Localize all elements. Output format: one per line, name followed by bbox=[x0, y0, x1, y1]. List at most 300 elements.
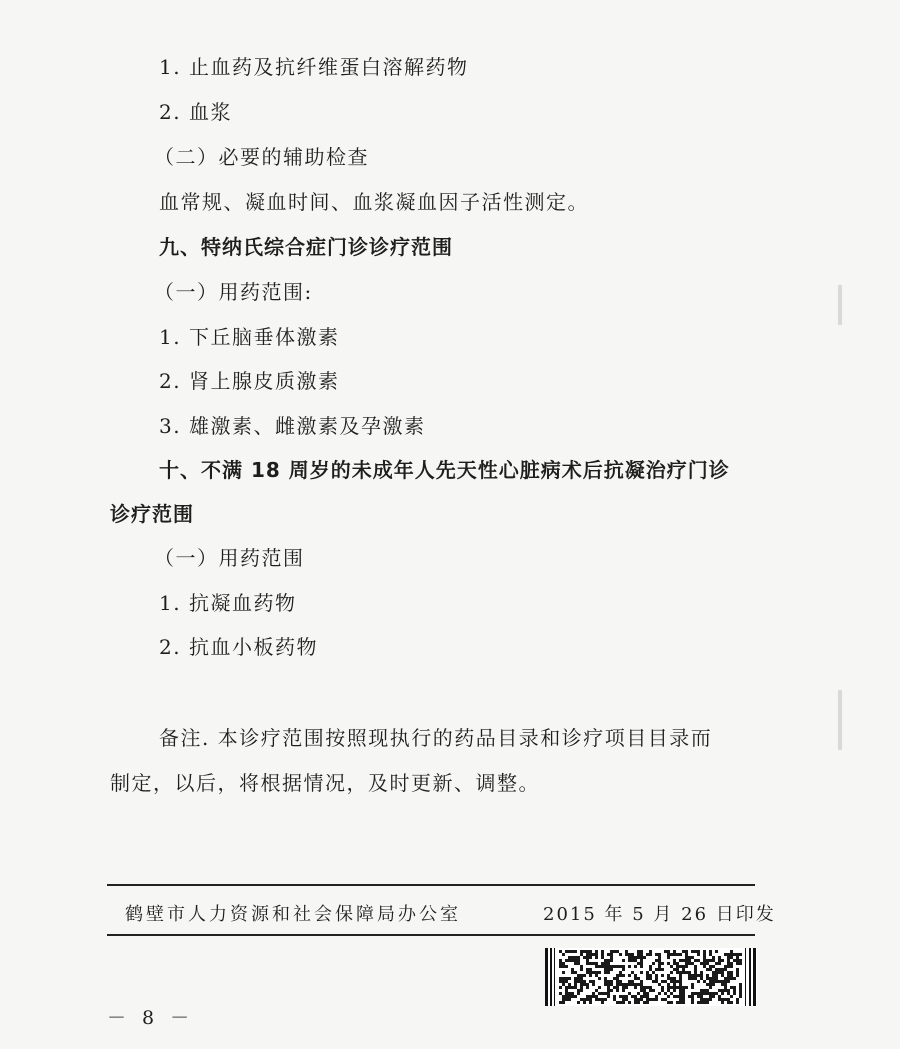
barcode-module bbox=[739, 995, 742, 998]
barcode-module bbox=[706, 989, 709, 992]
barcode-module bbox=[655, 968, 658, 971]
barcode-module bbox=[664, 980, 667, 983]
barcode-module bbox=[721, 971, 724, 974]
barcode-module bbox=[646, 1001, 649, 1004]
barcode-module bbox=[694, 965, 697, 968]
barcode-module bbox=[610, 950, 613, 953]
barcode-module bbox=[637, 953, 640, 956]
barcode-module bbox=[580, 977, 583, 980]
barcode-module bbox=[589, 980, 592, 983]
barcode-module bbox=[715, 977, 718, 980]
barcode-module bbox=[679, 980, 682, 983]
barcode-module bbox=[568, 998, 571, 1001]
barcode-module bbox=[655, 995, 658, 998]
barcode-module bbox=[613, 977, 616, 980]
barcode-module bbox=[679, 965, 682, 968]
barcode-module bbox=[571, 971, 574, 974]
barcode-module bbox=[712, 956, 715, 959]
barcode-module bbox=[676, 986, 679, 989]
barcode-module bbox=[610, 965, 613, 968]
barcode-guard-bar bbox=[749, 948, 751, 1006]
barcode-module bbox=[736, 959, 739, 962]
barcode-module bbox=[559, 980, 562, 983]
barcode-module bbox=[646, 995, 649, 998]
barcode-module bbox=[679, 986, 682, 989]
barcode-module bbox=[622, 986, 625, 989]
barcode-module bbox=[718, 959, 721, 962]
barcode-module bbox=[727, 962, 730, 965]
barcode-module bbox=[622, 998, 625, 1001]
barcode-module bbox=[736, 974, 739, 977]
barcode-guard-bar bbox=[545, 948, 548, 1006]
barcode-module bbox=[631, 956, 634, 959]
barcode-module bbox=[703, 998, 706, 1001]
barcode-module bbox=[589, 974, 592, 977]
barcode-guard-bar bbox=[745, 948, 746, 1006]
barcode-module bbox=[610, 953, 613, 956]
barcode-module bbox=[691, 974, 694, 977]
barcode-module bbox=[580, 953, 583, 956]
barcode-module bbox=[580, 989, 583, 992]
barcode-module bbox=[736, 968, 739, 971]
barcode-module bbox=[664, 998, 667, 1001]
barcode-module bbox=[694, 950, 697, 953]
barcode-module bbox=[730, 974, 733, 977]
barcode-module bbox=[685, 959, 688, 962]
barcode-module bbox=[730, 950, 733, 953]
barcode-module bbox=[589, 998, 592, 1001]
barcode-module bbox=[619, 983, 622, 986]
barcode-module bbox=[598, 992, 601, 995]
barcode-module bbox=[592, 980, 595, 983]
barcode-module bbox=[598, 998, 601, 1001]
barcode-module bbox=[571, 986, 574, 989]
barcode-module bbox=[583, 983, 586, 986]
barcode-module bbox=[715, 980, 718, 983]
barcode-module bbox=[571, 968, 574, 971]
barcode-module bbox=[598, 965, 601, 968]
barcode-module bbox=[640, 959, 643, 962]
barcode-module bbox=[619, 974, 622, 977]
barcode-module bbox=[655, 998, 658, 1001]
barcode-module bbox=[595, 995, 598, 998]
barcode-module bbox=[619, 965, 622, 968]
text-line: 1. 止血药及抗纤维蛋白溶解药物 bbox=[159, 55, 469, 79]
barcode-module bbox=[568, 977, 571, 980]
barcode-module bbox=[565, 986, 568, 989]
barcode-module bbox=[601, 962, 604, 965]
barcode-module bbox=[604, 965, 607, 968]
barcode-module bbox=[721, 959, 724, 962]
barcode-module bbox=[565, 998, 568, 1001]
barcode-module bbox=[628, 980, 631, 983]
barcode-module bbox=[667, 974, 670, 977]
barcode-module bbox=[619, 953, 622, 956]
barcode-module bbox=[667, 962, 670, 965]
barcode-module bbox=[730, 995, 733, 998]
barcode-module bbox=[610, 968, 613, 971]
barcode-module bbox=[730, 953, 733, 956]
barcode-module bbox=[637, 977, 640, 980]
barcode-module bbox=[616, 977, 619, 980]
barcode-module bbox=[727, 971, 730, 974]
barcode-module bbox=[727, 989, 730, 992]
barcode-module bbox=[616, 974, 619, 977]
barcode-module bbox=[673, 980, 676, 983]
barcode-module bbox=[736, 1001, 739, 1004]
barcode-module bbox=[721, 983, 724, 986]
barcode-module bbox=[703, 1001, 706, 1004]
barcode-module bbox=[727, 998, 730, 1001]
barcode-module bbox=[583, 980, 586, 983]
barcode-module bbox=[622, 983, 625, 986]
barcode-module bbox=[604, 977, 607, 980]
barcode-module bbox=[727, 980, 730, 983]
barcode-module bbox=[649, 986, 652, 989]
barcode-module bbox=[670, 971, 673, 974]
barcode-module bbox=[574, 977, 577, 980]
barcode-module bbox=[565, 950, 568, 953]
barcode-module bbox=[634, 956, 637, 959]
barcode-module bbox=[679, 959, 682, 962]
barcode-module bbox=[607, 989, 610, 992]
barcode-module bbox=[709, 977, 712, 980]
barcode-module bbox=[697, 950, 700, 953]
barcode-module bbox=[616, 986, 619, 989]
barcode-module bbox=[586, 971, 589, 974]
barcode-module bbox=[601, 998, 604, 1001]
barcode-module bbox=[685, 956, 688, 959]
barcode-module bbox=[583, 956, 586, 959]
barcode-module bbox=[562, 995, 565, 998]
barcode-module bbox=[646, 998, 649, 1001]
barcode-module bbox=[637, 992, 640, 995]
barcode-module bbox=[727, 959, 730, 962]
barcode-module bbox=[727, 1001, 730, 1004]
subheading: （一）用药范围 bbox=[154, 546, 305, 570]
barcode-module bbox=[733, 992, 736, 995]
barcode-module bbox=[706, 974, 709, 977]
subheading: （一）用药范围: bbox=[154, 280, 313, 304]
barcode-module bbox=[574, 995, 577, 998]
barcode-module bbox=[640, 965, 643, 968]
barcode-module bbox=[652, 989, 655, 992]
barcode-module bbox=[673, 983, 676, 986]
barcode-module bbox=[634, 974, 637, 977]
barcode-module bbox=[658, 983, 661, 986]
barcode-module bbox=[712, 983, 715, 986]
barcode-module bbox=[706, 998, 709, 1001]
barcode-module bbox=[580, 998, 583, 1001]
barcode-module bbox=[724, 965, 727, 968]
barcode-module bbox=[604, 980, 607, 983]
barcode-module bbox=[640, 980, 643, 983]
barcode-module bbox=[670, 986, 673, 989]
barcode-module bbox=[709, 968, 712, 971]
barcode-module bbox=[700, 971, 703, 974]
barcode-module bbox=[673, 977, 676, 980]
barcode-module bbox=[562, 998, 565, 1001]
barcode-module bbox=[658, 956, 661, 959]
barcode-module bbox=[643, 992, 646, 995]
barcode-module bbox=[739, 992, 742, 995]
barcode-module bbox=[670, 992, 673, 995]
barcode-module bbox=[622, 968, 625, 971]
barcode-module bbox=[721, 980, 724, 983]
barcode-module bbox=[598, 977, 601, 980]
barcode-module bbox=[685, 953, 688, 956]
barcode-module bbox=[670, 965, 673, 968]
barcode-module bbox=[634, 998, 637, 1001]
barcode-module bbox=[607, 968, 610, 971]
barcode-module bbox=[568, 986, 571, 989]
barcode-module bbox=[724, 953, 727, 956]
barcode-module bbox=[658, 953, 661, 956]
barcode-module bbox=[583, 974, 586, 977]
barcode-module bbox=[616, 980, 619, 983]
barcode-module bbox=[640, 953, 643, 956]
barcode-module bbox=[715, 962, 718, 965]
text-line: 2. 肾上腺皮质激素 bbox=[159, 369, 340, 393]
barcode-module bbox=[664, 950, 667, 953]
barcode-module bbox=[580, 986, 583, 989]
barcode-module bbox=[727, 956, 730, 959]
barcode-module bbox=[565, 995, 568, 998]
barcode-module bbox=[691, 998, 694, 1001]
barcode-module bbox=[631, 983, 634, 986]
barcode-module bbox=[586, 986, 589, 989]
barcode-module bbox=[712, 992, 715, 995]
barcode-module bbox=[622, 974, 625, 977]
barcode-module bbox=[733, 953, 736, 956]
footer-bottom-rule bbox=[107, 934, 755, 936]
barcode-module bbox=[718, 962, 721, 965]
barcode-module bbox=[691, 983, 694, 986]
section-heading: 十、不满 18 周岁的未成年人先天性心脏病术后抗凝治疗门诊 bbox=[159, 458, 730, 482]
barcode-module bbox=[577, 962, 580, 965]
barcode-module bbox=[604, 998, 607, 1001]
barcode-module bbox=[661, 980, 664, 983]
barcode-module bbox=[562, 1001, 565, 1004]
barcode-module bbox=[721, 1001, 724, 1004]
barcode-module bbox=[631, 959, 634, 962]
barcode-module bbox=[637, 956, 640, 959]
barcode-module bbox=[640, 989, 643, 992]
barcode-module bbox=[562, 980, 565, 983]
barcode-module bbox=[676, 971, 679, 974]
barcode-module bbox=[697, 1001, 700, 1004]
barcode-module bbox=[589, 995, 592, 998]
barcode-module bbox=[586, 959, 589, 962]
barcode-module bbox=[727, 974, 730, 977]
barcode-module bbox=[709, 986, 712, 989]
barcode-module bbox=[724, 986, 727, 989]
barcode-module bbox=[649, 968, 652, 971]
barcode-module bbox=[607, 953, 610, 956]
barcode-module bbox=[661, 998, 664, 1001]
barcode-module bbox=[586, 962, 589, 965]
section-heading: 九、特纳氏综合症门诊诊疗范围 bbox=[159, 235, 453, 259]
barcode-module bbox=[733, 977, 736, 980]
barcode-module bbox=[688, 959, 691, 962]
barcode-module bbox=[721, 974, 724, 977]
barcode-module bbox=[688, 962, 691, 965]
barcode-module bbox=[739, 962, 742, 965]
text-line: 1. 抗凝血药物 bbox=[159, 591, 297, 615]
barcode-module bbox=[727, 965, 730, 968]
barcode-module bbox=[646, 986, 649, 989]
barcode-module bbox=[730, 1001, 733, 1004]
barcode-module bbox=[691, 962, 694, 965]
barcode-module bbox=[622, 989, 625, 992]
barcode-module bbox=[619, 980, 622, 983]
barcode-module bbox=[724, 968, 727, 971]
barcode-module bbox=[622, 995, 625, 998]
barcode-module bbox=[673, 959, 676, 962]
barcode-module bbox=[586, 998, 589, 1001]
barcode-module bbox=[685, 971, 688, 974]
text-line: 1. 下丘脑垂体激素 bbox=[159, 325, 340, 349]
barcode-module bbox=[580, 965, 583, 968]
barcode-module bbox=[718, 968, 721, 971]
barcode-module bbox=[580, 974, 583, 977]
barcode-module bbox=[607, 962, 610, 965]
barcode-module bbox=[628, 1001, 631, 1004]
barcode-module bbox=[601, 965, 604, 968]
barcode-module bbox=[706, 968, 709, 971]
barcode-module bbox=[709, 950, 712, 953]
barcode-module bbox=[682, 986, 685, 989]
barcode-module bbox=[631, 953, 634, 956]
barcode-module bbox=[610, 980, 613, 983]
barcode-module bbox=[634, 995, 637, 998]
barcode-module bbox=[649, 950, 652, 953]
barcode-module bbox=[676, 962, 679, 965]
barcode-module bbox=[589, 971, 592, 974]
barcode-module bbox=[637, 998, 640, 1001]
barcode-module bbox=[640, 950, 643, 953]
barcode-module bbox=[574, 956, 577, 959]
barcode-module bbox=[679, 1001, 682, 1004]
barcode-module bbox=[691, 986, 694, 989]
barcode-module bbox=[607, 959, 610, 962]
barcode-module bbox=[655, 974, 658, 977]
barcode-module bbox=[628, 953, 631, 956]
barcode-module bbox=[577, 974, 580, 977]
barcode-module bbox=[589, 956, 592, 959]
barcode-module bbox=[706, 992, 709, 995]
barcode-module bbox=[739, 953, 742, 956]
barcode-module bbox=[691, 995, 694, 998]
barcode-module bbox=[673, 986, 676, 989]
barcode-module bbox=[724, 977, 727, 980]
barcode-module bbox=[664, 992, 667, 995]
barcode-module bbox=[640, 986, 643, 989]
barcode-module bbox=[589, 953, 592, 956]
barcode-module bbox=[649, 965, 652, 968]
barcode-module bbox=[691, 950, 694, 953]
barcode-module bbox=[571, 959, 574, 962]
barcode-module bbox=[646, 992, 649, 995]
subheading: （二）必要的辅助检查 bbox=[154, 145, 369, 169]
barcode-module bbox=[616, 989, 619, 992]
barcode-module bbox=[691, 1001, 694, 1004]
note-line: 备注. 本诊疗范围按照现执行的药品目录和诊疗项目目录而 bbox=[159, 726, 713, 750]
barcode-module bbox=[739, 986, 742, 989]
barcode-module bbox=[658, 992, 661, 995]
barcode-module bbox=[715, 950, 718, 953]
barcode-module bbox=[586, 995, 589, 998]
barcode-module bbox=[595, 953, 598, 956]
barcode-module bbox=[637, 1001, 640, 1004]
barcode-module bbox=[643, 995, 646, 998]
barcode-module bbox=[694, 968, 697, 971]
barcode-module bbox=[586, 950, 589, 953]
barcode-module bbox=[595, 989, 598, 992]
barcode-module bbox=[565, 977, 568, 980]
barcode-module bbox=[700, 995, 703, 998]
bleed-through-mark bbox=[838, 690, 842, 750]
barcode-module bbox=[667, 1001, 670, 1004]
barcode-module bbox=[694, 959, 697, 962]
barcode-module bbox=[697, 974, 700, 977]
barcode-module bbox=[640, 998, 643, 1001]
barcode-module bbox=[625, 983, 628, 986]
barcode-module bbox=[700, 989, 703, 992]
barcode-module bbox=[562, 965, 565, 968]
barcode-module bbox=[643, 986, 646, 989]
barcode-module bbox=[679, 971, 682, 974]
barcode-module bbox=[730, 956, 733, 959]
barcode-module bbox=[721, 989, 724, 992]
barcode-module bbox=[631, 971, 634, 974]
barcode-module bbox=[709, 995, 712, 998]
barcode-module bbox=[694, 971, 697, 974]
barcode-module bbox=[688, 971, 691, 974]
barcode-module bbox=[712, 995, 715, 998]
barcode-module bbox=[634, 959, 637, 962]
barcode-module bbox=[652, 980, 655, 983]
barcode-module bbox=[610, 959, 613, 962]
barcode-module bbox=[673, 995, 676, 998]
barcode-module bbox=[679, 974, 682, 977]
barcode-module bbox=[724, 998, 727, 1001]
barcode-module bbox=[712, 974, 715, 977]
barcode-module bbox=[703, 953, 706, 956]
barcode-module bbox=[649, 989, 652, 992]
barcode-module bbox=[622, 959, 625, 962]
barcode-module bbox=[598, 971, 601, 974]
barcode-module bbox=[670, 980, 673, 983]
barcode-module bbox=[670, 1001, 673, 1004]
barcode-module bbox=[559, 992, 562, 995]
barcode-module bbox=[589, 950, 592, 953]
barcode-module bbox=[586, 968, 589, 971]
barcode-module bbox=[655, 959, 658, 962]
barcode-module bbox=[730, 965, 733, 968]
barcode-module bbox=[667, 950, 670, 953]
barcode-module bbox=[658, 959, 661, 962]
barcode-module bbox=[634, 983, 637, 986]
barcode-module bbox=[667, 977, 670, 980]
barcode-module bbox=[688, 977, 691, 980]
barcode-module bbox=[634, 986, 637, 989]
barcode-module bbox=[736, 956, 739, 959]
barcode-module bbox=[565, 989, 568, 992]
barcode-module bbox=[736, 953, 739, 956]
barcode-module bbox=[604, 968, 607, 971]
barcode-module bbox=[697, 995, 700, 998]
